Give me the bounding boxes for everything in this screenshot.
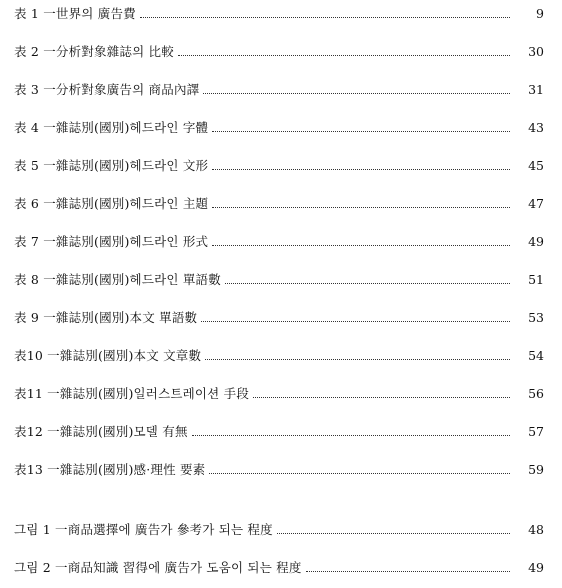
page-number: 49 [528, 234, 544, 249]
entry-label: 表13 一雜誌別(國別)感·理性 要素 [14, 462, 206, 477]
table-entry-3 [14, 76, 544, 98]
entry-label: 表 6 一雜誌別(國別)헤드라인 主題 [14, 196, 209, 211]
entry-label: 表 4 一雜誌別(國別)헤드라인 字體 [14, 120, 209, 135]
entry-label: 表12 一雜誌別(國別)모델 有無 [14, 424, 188, 439]
table-entry-13 [14, 456, 544, 478]
table-entry-4 [14, 114, 544, 136]
dot-leader [212, 245, 510, 246]
table-entry-12 [14, 418, 544, 440]
page-number: 47 [528, 196, 544, 211]
dot-leader [201, 321, 510, 322]
dot-leader [178, 55, 510, 56]
entry-label: 表 8 一雜誌別(國別)헤드라인 單語數 [14, 272, 221, 287]
dot-leader [192, 435, 510, 436]
page-number: 45 [528, 158, 544, 173]
table-entry-6 [14, 190, 544, 212]
page-number: 43 [528, 120, 544, 135]
entry-label: 表 3 一分析對象廣告의 商品內譯 [14, 82, 200, 97]
dot-leader [277, 533, 510, 534]
table-entry-1 [14, 0, 544, 22]
page-number: 31 [528, 82, 544, 97]
table-entry-5 [14, 152, 544, 174]
entry-label: 表 5 一雜誌別(國別)헤드라인 文形 [14, 158, 209, 173]
table-entry-11 [14, 380, 544, 402]
dot-leader [212, 169, 510, 170]
entry-label: 表 1 一世界의 廣告費 [14, 6, 136, 21]
page-number: 48 [528, 522, 544, 537]
page-number: 54 [528, 348, 544, 363]
entry-label: 表 2 一分析對象雜誌의 比較 [14, 44, 174, 59]
entry-label: 表 7 一雜誌別(國別)헤드라인 形式 [14, 234, 209, 249]
figure-entry-1 [14, 516, 544, 538]
dot-leader [212, 131, 510, 132]
page-number: 57 [528, 424, 544, 439]
dot-leader [212, 207, 510, 208]
page-number: 49 [528, 560, 544, 575]
table-entry-2 [14, 38, 544, 60]
page-number: 30 [528, 44, 544, 59]
table-entry-7 [14, 228, 544, 250]
dot-leader [140, 17, 510, 18]
table-entry-10 [14, 342, 544, 364]
dot-leader [306, 571, 510, 572]
dot-leader [225, 283, 510, 284]
entry-label: 表11 一雜誌別(國別)일러스트레이션 手段 [14, 386, 250, 401]
page-number: 51 [528, 272, 544, 287]
table-entry-8 [14, 266, 544, 288]
table-entry-9 [14, 304, 544, 326]
entry-label: 그림 2 一商品知識 習得에 廣告가 도움이 되는 程度 [14, 560, 302, 575]
page-number: 53 [528, 310, 544, 325]
entry-label: 表10 一雜誌別(國別)本文 文章數 [14, 348, 202, 363]
dot-leader [205, 359, 510, 360]
dot-leader [209, 473, 510, 474]
page-number: 59 [528, 462, 544, 477]
entry-label: 그림 1 一商品選擇에 廣告가 參考가 되는 程度 [14, 522, 273, 537]
entry-label: 表 9 一雜誌別(國別)本文 單語數 [14, 310, 198, 325]
page-number: 56 [528, 386, 544, 401]
page-number: 9 [536, 6, 544, 21]
dot-leader [253, 397, 510, 398]
dot-leader [203, 93, 510, 94]
figure-entry-2 [14, 554, 544, 576]
